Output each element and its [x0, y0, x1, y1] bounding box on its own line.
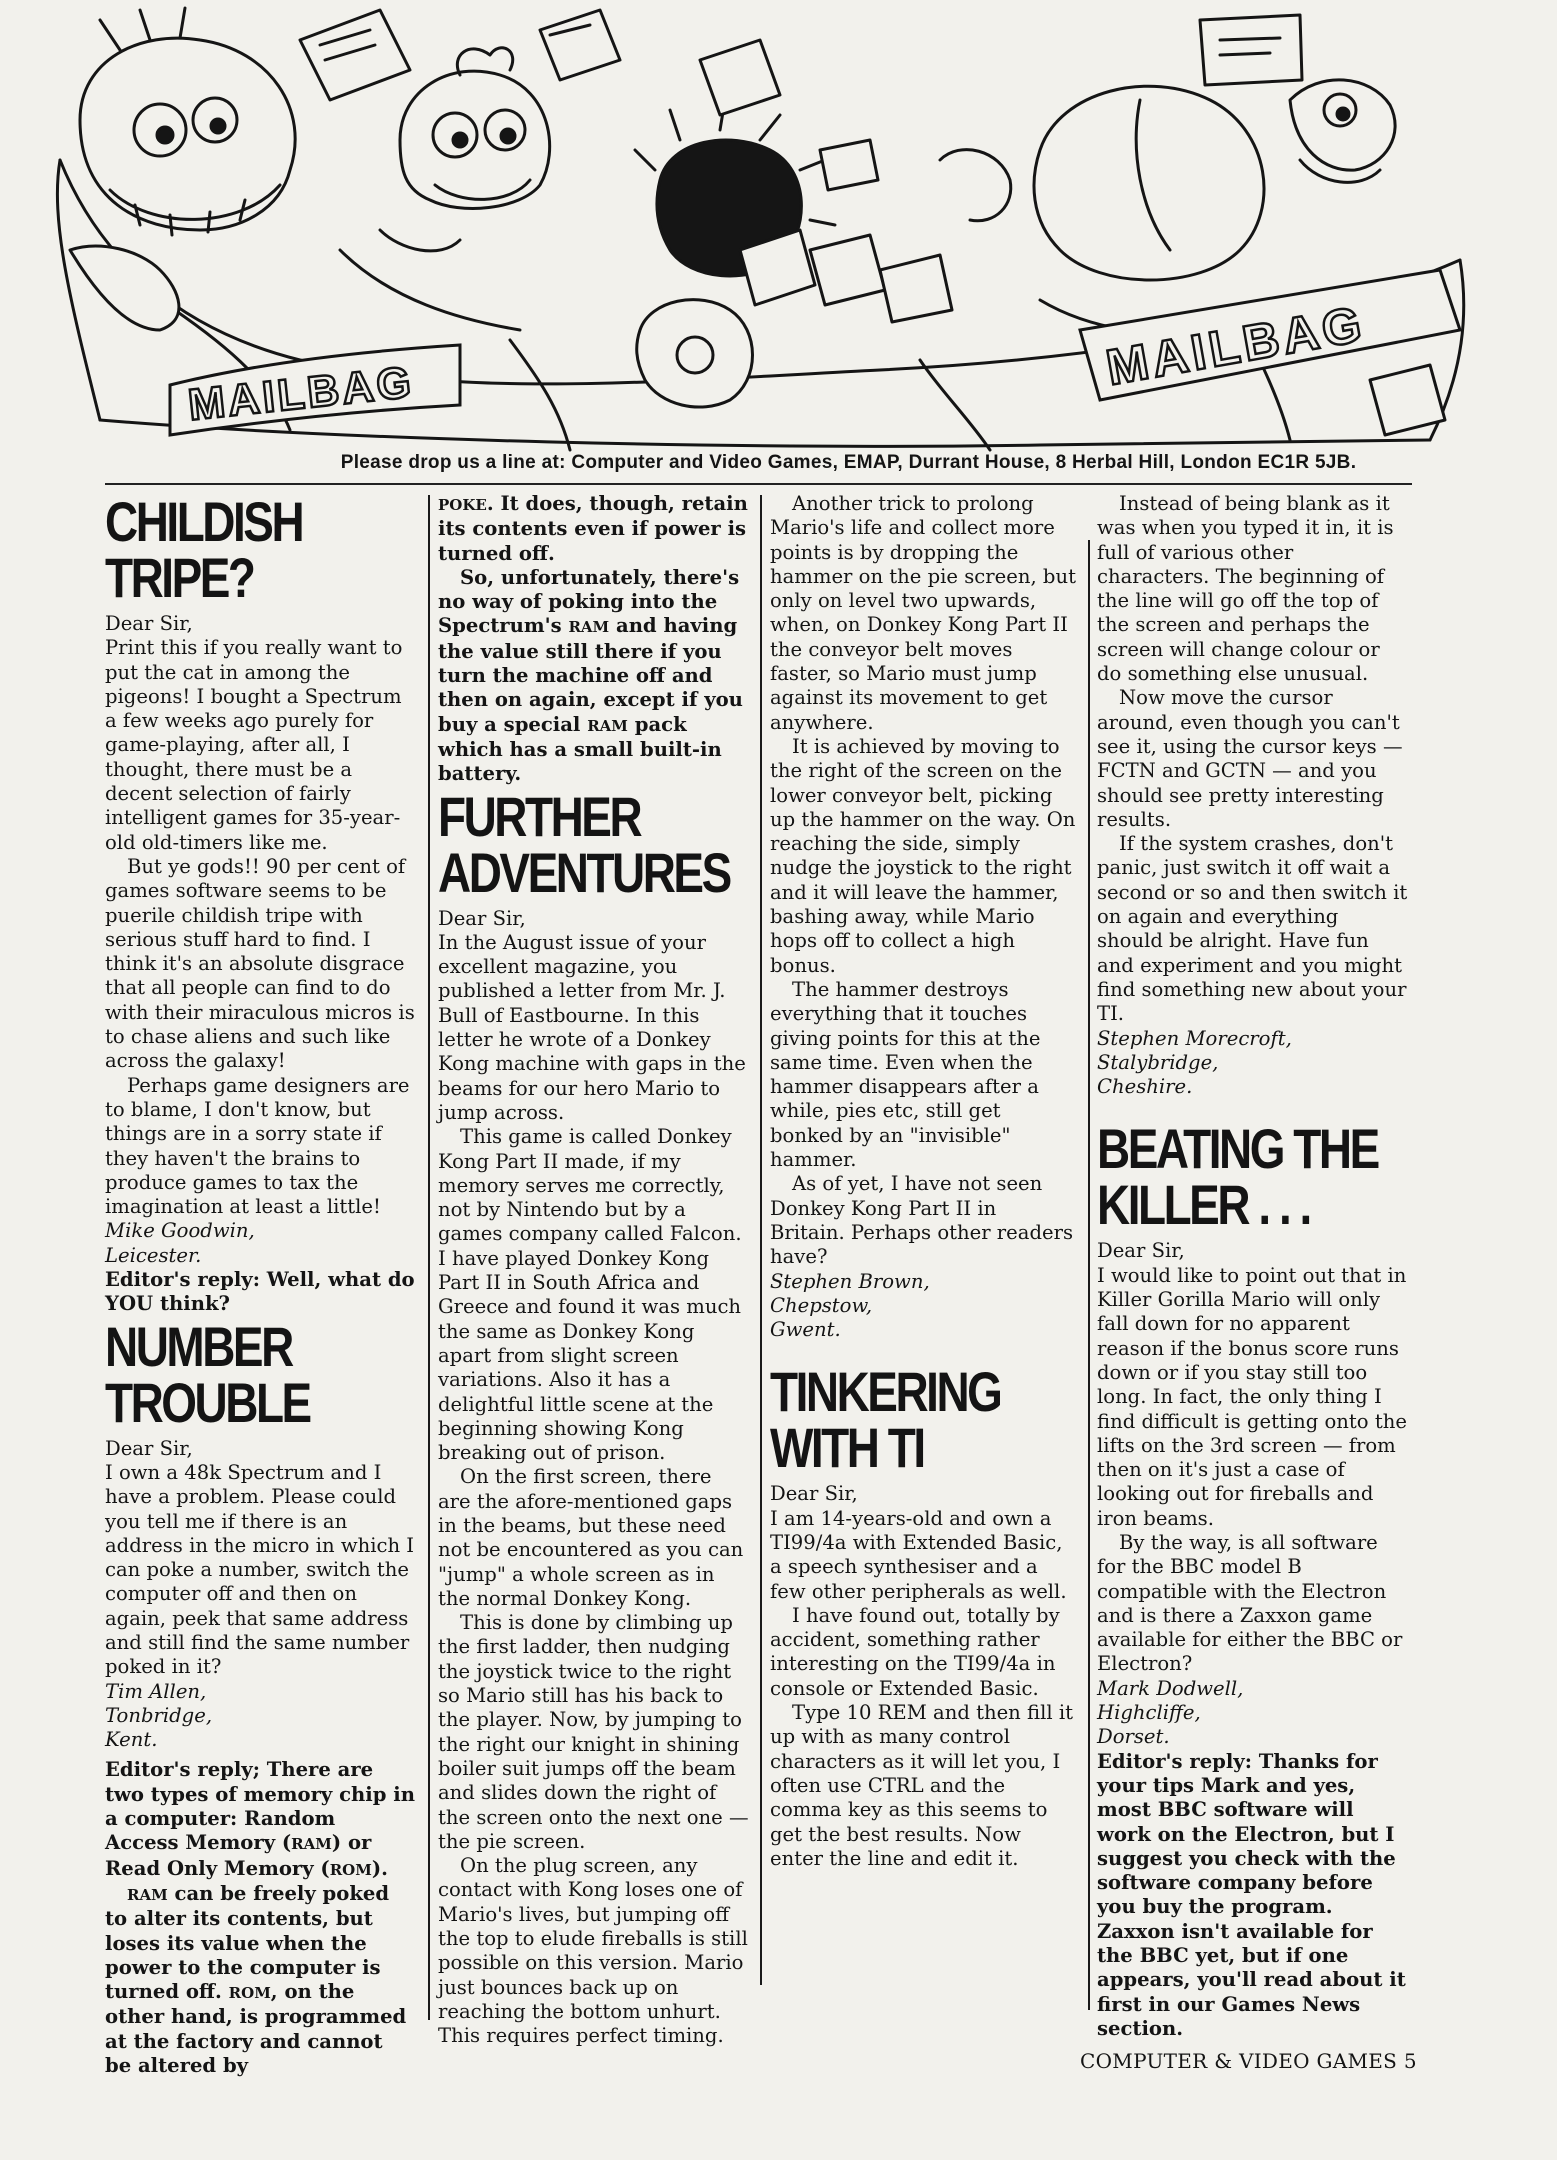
column-divider [1088, 540, 1090, 2010]
column-2 [438, 492, 750, 2049]
letter-paragraph: By the way, is all software for the BBC model B compatible with the Electron and is there a Zaxxon game available for either the BBC or Electron? [1097, 1530, 1403, 1676]
column-1 [105, 492, 415, 2078]
letter-paragraph: Instead of being blank as it was when you typed it in, it is full of various other characters. The beginning of the line will go off the top of the screen and perhaps the screen will change colour or do something else unusual. [1097, 492, 1394, 686]
editors-reply: RAM can be freely poked to alter its contents, but loses its value when the power to the computer is turned off. ROM, on the other hand, is programmed at the factory and cannot be altered by [105, 1881, 407, 2078]
letter-number-trouble [105, 1314, 415, 2079]
greeting: Dear Sir, [438, 906, 526, 930]
mailbag-sign-left: MAILBAG [185, 357, 417, 430]
column-divider [760, 495, 762, 1985]
letter-paragraph: In the August issue of your excellent magazine, you published a letter from Mr. J. Bull of Eastbourne. In this letter he wrote of a Donkey Kong machine with gaps in the beams for our hero Mario to jump across. [438, 930, 746, 1124]
letter-paragraph: This game is called Donkey Kong Part II made, if my memory serves me correctly, not by Nintendo but by a games company called Falcon. I have played Donkey Kong Part II in South Africa and Greece and found it was much the same as Donkey Kong apart from slight screen variations. Also it has a delightful little scene at the beginning showing Kong breaking out of prison. [438, 1125, 742, 1465]
letter-paragraph: I have found out, totally by accident, something rather interesting on the TI99/4a in console or Extended Basic. [770, 1603, 1060, 1700]
letter-beating-the-killer [1097, 1117, 1409, 2041]
greeting: Dear Sir, [770, 1482, 858, 1506]
editors-reply: Editor's reply; There are two types of memory chip in a computer: Random Access Memory (RAM) or Read Only Memory (ROM). [105, 1758, 415, 1880]
column-divider [428, 495, 430, 2020]
letter-paragraph: But ye gods!! 90 per cent of games software seems to be puerile childish tripe with serious stuff hard to find. I think it's an absolute disgrace that all people can find to do with their miraculous micros is to chase aliens and such like across the galaxy! [105, 854, 415, 1073]
greeting: Dear Sir, [105, 1436, 193, 1460]
headline: BEATING THE KILLER . . . [1097, 1117, 1378, 1237]
letter-paragraph: If the system crashes, don't panic, just switch it off wait a second or so and then switch it on again and everything should be alright. Have fun and experiment and you might find something new about your TI. [1097, 832, 1408, 1026]
letter-tinkering-with-ti [770, 1360, 1076, 1871]
signature: Mike Goodwin, Leicester. [105, 1219, 255, 1267]
letter-paragraph: This is done by climbing up the first ladder, then nudging the joystick twice to the right so Mario still has his back to the player. Now, by jumping to the right our knight in shining boiler suit jumps off the beam and slides down the right of the screen onto the next one — the pie screen. [438, 1611, 749, 1853]
headline: NUMBER TROUBLE [105, 1314, 310, 1434]
letter-childish-tripe [105, 490, 415, 1317]
signature: Stephen Brown, Chepstow, Gwent. [770, 1269, 930, 1342]
letter-paragraph: On the first screen, there are the afore-mentioned gaps in the beams, but these need not be encountered as you can "jump" a whole screen as in the normal Donkey Kong. [438, 1465, 744, 1610]
letter-paragraph: Perhaps game designers are to blame, I don't know, but things are in a sorry state if they haven't the brains to produce games to tax the imagination at least a little! [105, 1073, 410, 1219]
headline: TINKERING WITH TI [770, 1360, 1001, 1480]
greeting: Dear Sir, [1097, 1239, 1185, 1263]
letter-paragraph: As of yet, I have not seen Donkey Kong Part II in Britain. Perhaps other readers have? [770, 1172, 1074, 1269]
letter-paragraph: Now move the cursor around, even though you can't see it, using the cursor keys — FCTN and GCTN — and you should see pretty interesting results. [1097, 686, 1403, 831]
letter-paragraph: The hammer destroys everything that it touches giving points for this at the same time. Even when the hammer disappears after a while, pies etc, still get bonked by an "invisible" hammer. [770, 977, 1041, 1172]
editors-reply-continued: POKE. It does, though, retain its contents even if power is turned off. [438, 492, 748, 565]
letter-paragraph: Another trick to prolong Mario's life and collect more points is by dropping the hammer on the pie screen, but only on level two upwards, when, on Donkey Kong Part II the conveyor belt moves faster, so Mario must jump against its movement to get anywhere. [770, 492, 1076, 734]
editors-reply: Editor's reply: Thanks for your tips Mark and yes, most BBC software will work on the Electron, but I suggest you check with the software company before you buy the program. Zaxxon isn't available for the BBC yet, but if one appears, you'll read about it first in our Games News section. [1097, 1749, 1406, 2040]
editors-reply: Editor's reply: Well, what do YOU think? [105, 1268, 415, 1316]
mailbag-sign-right: MAILBAG [1102, 295, 1370, 396]
headline: CHILDISH TRIPE? [105, 490, 303, 609]
greeting: Dear Sir, [105, 612, 193, 635]
editors-reply-continued: So, unfortunately, there's no way of poking into the Spectrum's RAM and having the value still there if you turn the machine off and then on again, except if you buy a special RAM pack which has a small built-in battery. [438, 565, 743, 786]
letter-paragraph: I am 14-years-old and own a TI99/4a with Extended Basic, a speech synthesiser and a few other peripherals as well. [770, 1506, 1067, 1603]
letter-paragraph: I would like to point out that in Killer Gorilla Mario will only fall down for no apparent reason if the bonus score runs down or if you stay still too long. In fact, the only thing I find difficult is getting onto the lifts on the 3rd screen — from then on it's just a case of looking out for fireballs and iron beams. [1097, 1263, 1407, 1530]
header-rule [105, 483, 1412, 485]
page-footer: COMPUTER & VIDEO GAMES 5 [1080, 2049, 1417, 2073]
letter-paragraph: Print this if you really want to put the cat in among the pigeons! I bought a Spectrum a few weeks ago purely for game-playing, after all, I thought, there must be a decent selection of fairly intelligent games for 35-year-old old-timers like me. [105, 636, 403, 854]
signature: Tim Allen, Tonbridge, Kent. [105, 1679, 213, 1752]
letter-paragraph: Type 10 REM and then fill it up with as many control characters as it will let you, I often use CTRL and the comma key as this seems to get the best results. Now enter the line and edit it. [770, 1701, 1073, 1870]
signature: Mark Dodwell, Highcliffe, Dorset. [1097, 1676, 1244, 1749]
letter-paragraph: On the plug screen, any contact with Kong loses one of Mario's lives, but jumping off the top to elude fireballs is still possible on this version. Mario just bounces back up on reaching the bottom unhurt. This requires perfect timing. [438, 1854, 748, 2048]
column-3 [770, 492, 1076, 1871]
headline: FURTHER ADVENTURES [438, 784, 730, 904]
address-line: Please drop us a line at: Computer and Video Games, EMAP, Durrant House, 8 Herbal Hill, London EC1R 5JB. [340, 452, 1357, 473]
letter-paragraph: It is achieved by moving to the right of the screen on the lower conveyor belt, picking up the hammer on the way. On reaching the side, simply nudge the joystick to the right and it will leave the hammer, bashing away, while Mario hops off to collect a high bonus. [770, 734, 1076, 977]
column-4 [1097, 492, 1409, 2041]
signature: Stephen Morecroft, Stalybridge, Cheshire. [1097, 1026, 1292, 1099]
letter-further-adventures [438, 784, 750, 2049]
letter-paragraph: I own a 48k Spectrum and I have a problem. Please could you tell me if there is an address in the micro in which I can poke a number, switch the computer off and then on again, peek that same address and still find the same number poked in it? [105, 1460, 415, 1679]
mailbag-cartoon-illustration [40, 0, 1480, 470]
